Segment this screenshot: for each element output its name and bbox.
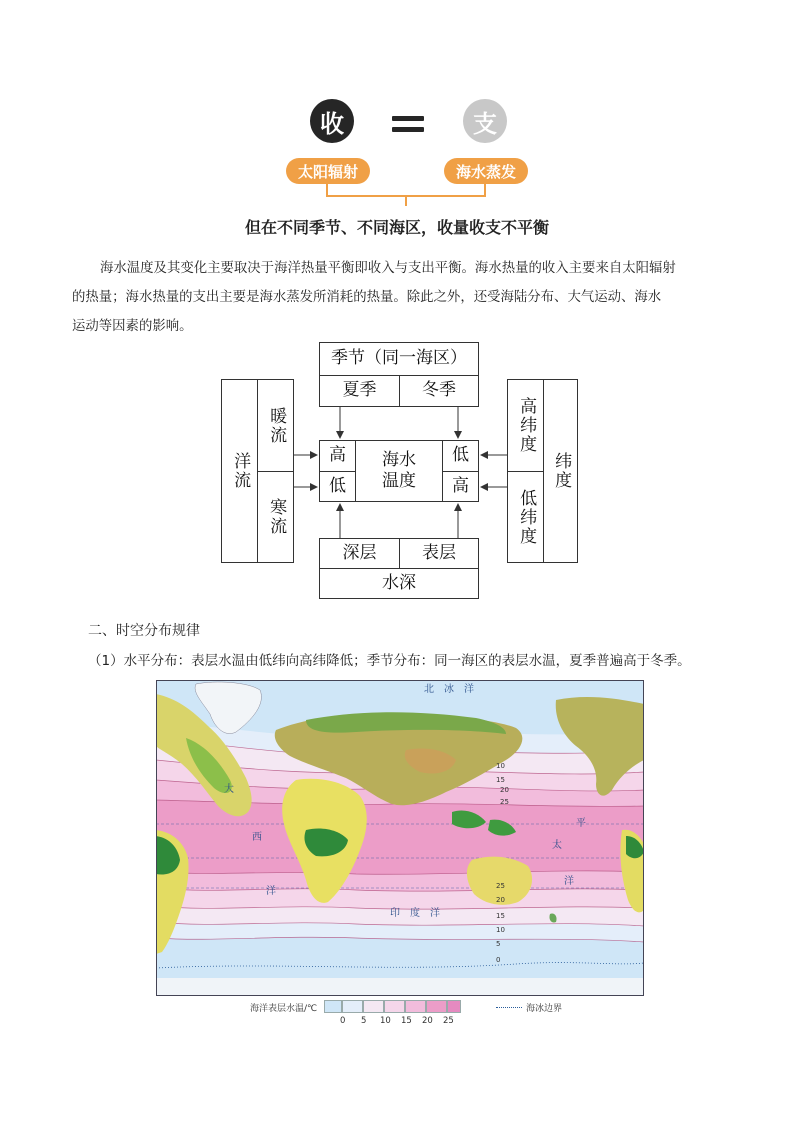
high-left-label: 高 (329, 445, 346, 466)
svg-text:10: 10 (496, 762, 505, 770)
balance-caption: 但在不同季节、不同海区，收量收支不平衡 (244, 218, 549, 237)
expense-source-label: 海水蒸发 (455, 162, 516, 181)
high-latitude-label: 高纬度 (516, 397, 537, 454)
sea-temp-label: 海水温度 (382, 449, 416, 491)
label-indian: 印 度 洋 (390, 908, 440, 919)
legend-swatch-25plus (447, 1000, 461, 1013)
surface-label: 表层 (422, 542, 456, 563)
legend-title: 海洋表层水温/℃ (250, 1004, 318, 1014)
legend-tick: 0 (340, 1016, 346, 1026)
latitude-label: 纬度 (551, 452, 572, 490)
winter-label: 冬季 (422, 380, 456, 401)
legend-swatch-15-20 (405, 1000, 426, 1013)
legend-tick: 5 (361, 1016, 367, 1026)
low-left-label: 低 (329, 475, 346, 496)
label-atlantic-1: 大 (224, 784, 234, 795)
deep-label: 深层 (342, 542, 377, 563)
legend-swatch-5-10 (363, 1000, 384, 1013)
section-heading: 二、时空分布规律 (88, 623, 200, 639)
depth-label: 水深 (382, 572, 416, 593)
paragraph-line-2: 的热量；海水热量的支出主要是海水蒸发所消耗的热量。除此之外，还受海陆分布、大气运动、海水 (72, 290, 662, 305)
season-title: 季节（同一海区） (331, 348, 467, 369)
legend-swatch-20-25 (426, 1000, 447, 1013)
svg-text:5: 5 (496, 940, 501, 948)
paragraph-line-3: 运动等因素的影响。 (72, 319, 193, 334)
label-pacific-1: 平 (576, 818, 586, 829)
legend-tick: 15 (401, 1016, 412, 1026)
label-pacific-2: 太 (552, 840, 562, 851)
legend-tick: 10 (380, 1016, 391, 1026)
label-atlantic-3: 洋 (266, 886, 276, 897)
low-right-label: 低 (452, 445, 469, 466)
label-atlantic-2: 西 (252, 832, 262, 843)
cold-current-label: 寒流 (266, 498, 287, 536)
svg-text:20: 20 (500, 786, 509, 794)
svg-text:15: 15 (496, 776, 505, 784)
paragraph-line-1: 海水温度及其变化主要取决于海洋热量平衡即收入与支出平衡。海水热量的收入主要来自太阳辐射 (100, 261, 676, 276)
income-source-label: 太阳辐射 (297, 162, 358, 181)
legend-tick: 25 (443, 1016, 454, 1026)
legend-swatch-0-5 (342, 1000, 363, 1013)
svg-text:0: 0 (496, 956, 501, 964)
svg-text:25: 25 (500, 798, 509, 806)
map-legend (250, 1000, 580, 1030)
warm-current-label: 暖流 (266, 406, 287, 445)
income-label: 收 (320, 109, 344, 138)
legend-swatch-10-15 (384, 1000, 405, 1013)
label-pacific-3: 洋 (564, 876, 574, 887)
low-latitude-label: 低纬度 (516, 488, 537, 546)
world-sst-map (156, 680, 644, 996)
legend-ice-line (496, 1007, 522, 1008)
svg-text:20: 20 (496, 896, 505, 904)
svg-text:15: 15 (496, 912, 505, 920)
legend-ice-label: 海冰边界 (526, 1004, 563, 1014)
section-item-1: （1）水平分布：表层水温由低纬向高纬降低；季节分布：同一海区的表层水温，夏季普遍高于冬季。 (88, 653, 691, 669)
svg-text:25: 25 (496, 882, 505, 890)
high-right-label: 高 (452, 475, 469, 496)
map-svg (156, 680, 644, 996)
legend-tick: 20 (422, 1016, 433, 1026)
svg-text:10: 10 (496, 926, 505, 934)
expense-label: 支 (473, 109, 497, 138)
label-arctic: 北 冰 洋 (424, 684, 474, 695)
current-label: 洋流 (230, 452, 251, 490)
legend-swatch-cold (324, 1000, 342, 1013)
summer-label: 夏季 (342, 380, 377, 401)
